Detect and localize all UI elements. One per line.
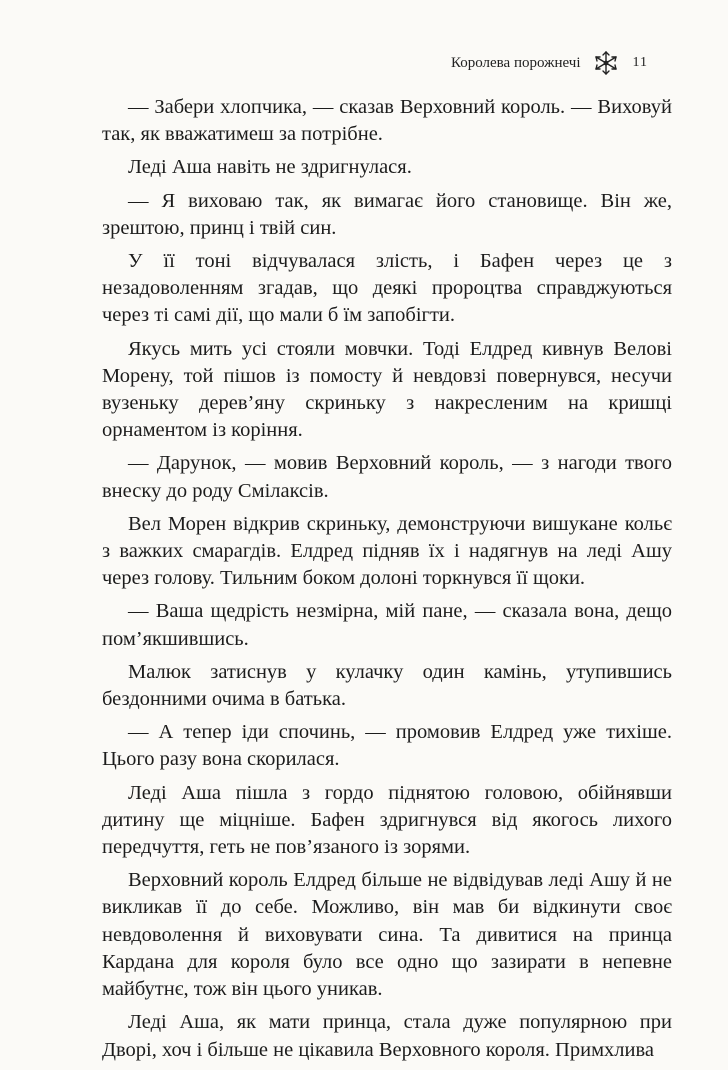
paragraph: Верховний король Елдред більше не відвідував леді Ашу й не викликав її до себе. Можливо, він мав би відкинути своє невдоволення й виховувати сина. Та дивитися на принца Кардана для короля було все одно що зазирати в непевне майбутнє, тож він цього уникав.: [102, 869, 672, 1001]
paragraph: — Ваша щедрість незмірна, мій пане, — сказала вона, дещо пом’якшившись.: [102, 600, 672, 650]
running-header: [451, 50, 648, 76]
paragraph: У її тоні відчувалася злість, і Бафен через це з незадоволенням згадав, що деякі пророцтва справджуються через ті самі дії, що мали б їм запобігти.: [102, 250, 672, 327]
paragraph: — Забери хлопчика, — сказав Верховний король. — Виховуй так, як вважатимеш за потрібне.: [102, 96, 672, 146]
paragraph: Вел Морен відкрив скриньку, демонструючи вишукане кольє з важких смарагдів. Елдред підняв їх і надягнув на леді Ашу через голову. Тильним боком долоні торкнувся її щоки.: [102, 512, 672, 590]
running-title: Королева порожнечі: [450, 54, 581, 71]
paragraph: — Дарунок, — мовив Верховний король, — з нагоди твого внеску до роду Смілаксів.: [102, 452, 672, 502]
paragraph: Леді Аша навіть не здригнулася.: [128, 156, 412, 179]
paragraph: Малюк затиснув у кулачку один камінь, утупившись бездонними очима в батька.: [102, 660, 672, 711]
paragraph: — А тепер іди спочинь, — промовив Елдред уже тихіше. Цього разу вона скорилася.: [102, 721, 672, 771]
paragraph: Леді Аша пішла з гордо піднятою головою, обійнявши дитину ще міцніше. Бафен здригнувся від якогось лихого передчуття, геть не пов’язаного із зорями.: [102, 781, 672, 859]
paragraph: Якусь мить усі стояли мовчки. Тоді Елдред кивнув Велові Морену, той пішов із помосту й невдовзі повернувся, несучи вузеньку дерев’яну скриньку з накресленим на кришці орнаментом із коріння.: [102, 337, 672, 442]
paragraph: — Я виховаю так, як вимагає його становище. Він же, зрештою, принц і твій син.: [102, 189, 672, 239]
paragraph: Леді Аша, як мати принца, стала дуже популярною при Дворі, хоч і більше не цікавила Верховного короля. Примхлива: [102, 1011, 672, 1061]
snowflake-ornament-icon: [591, 50, 621, 76]
body-text: [102, 94, 672, 1070]
page-number: 11: [632, 55, 648, 70]
